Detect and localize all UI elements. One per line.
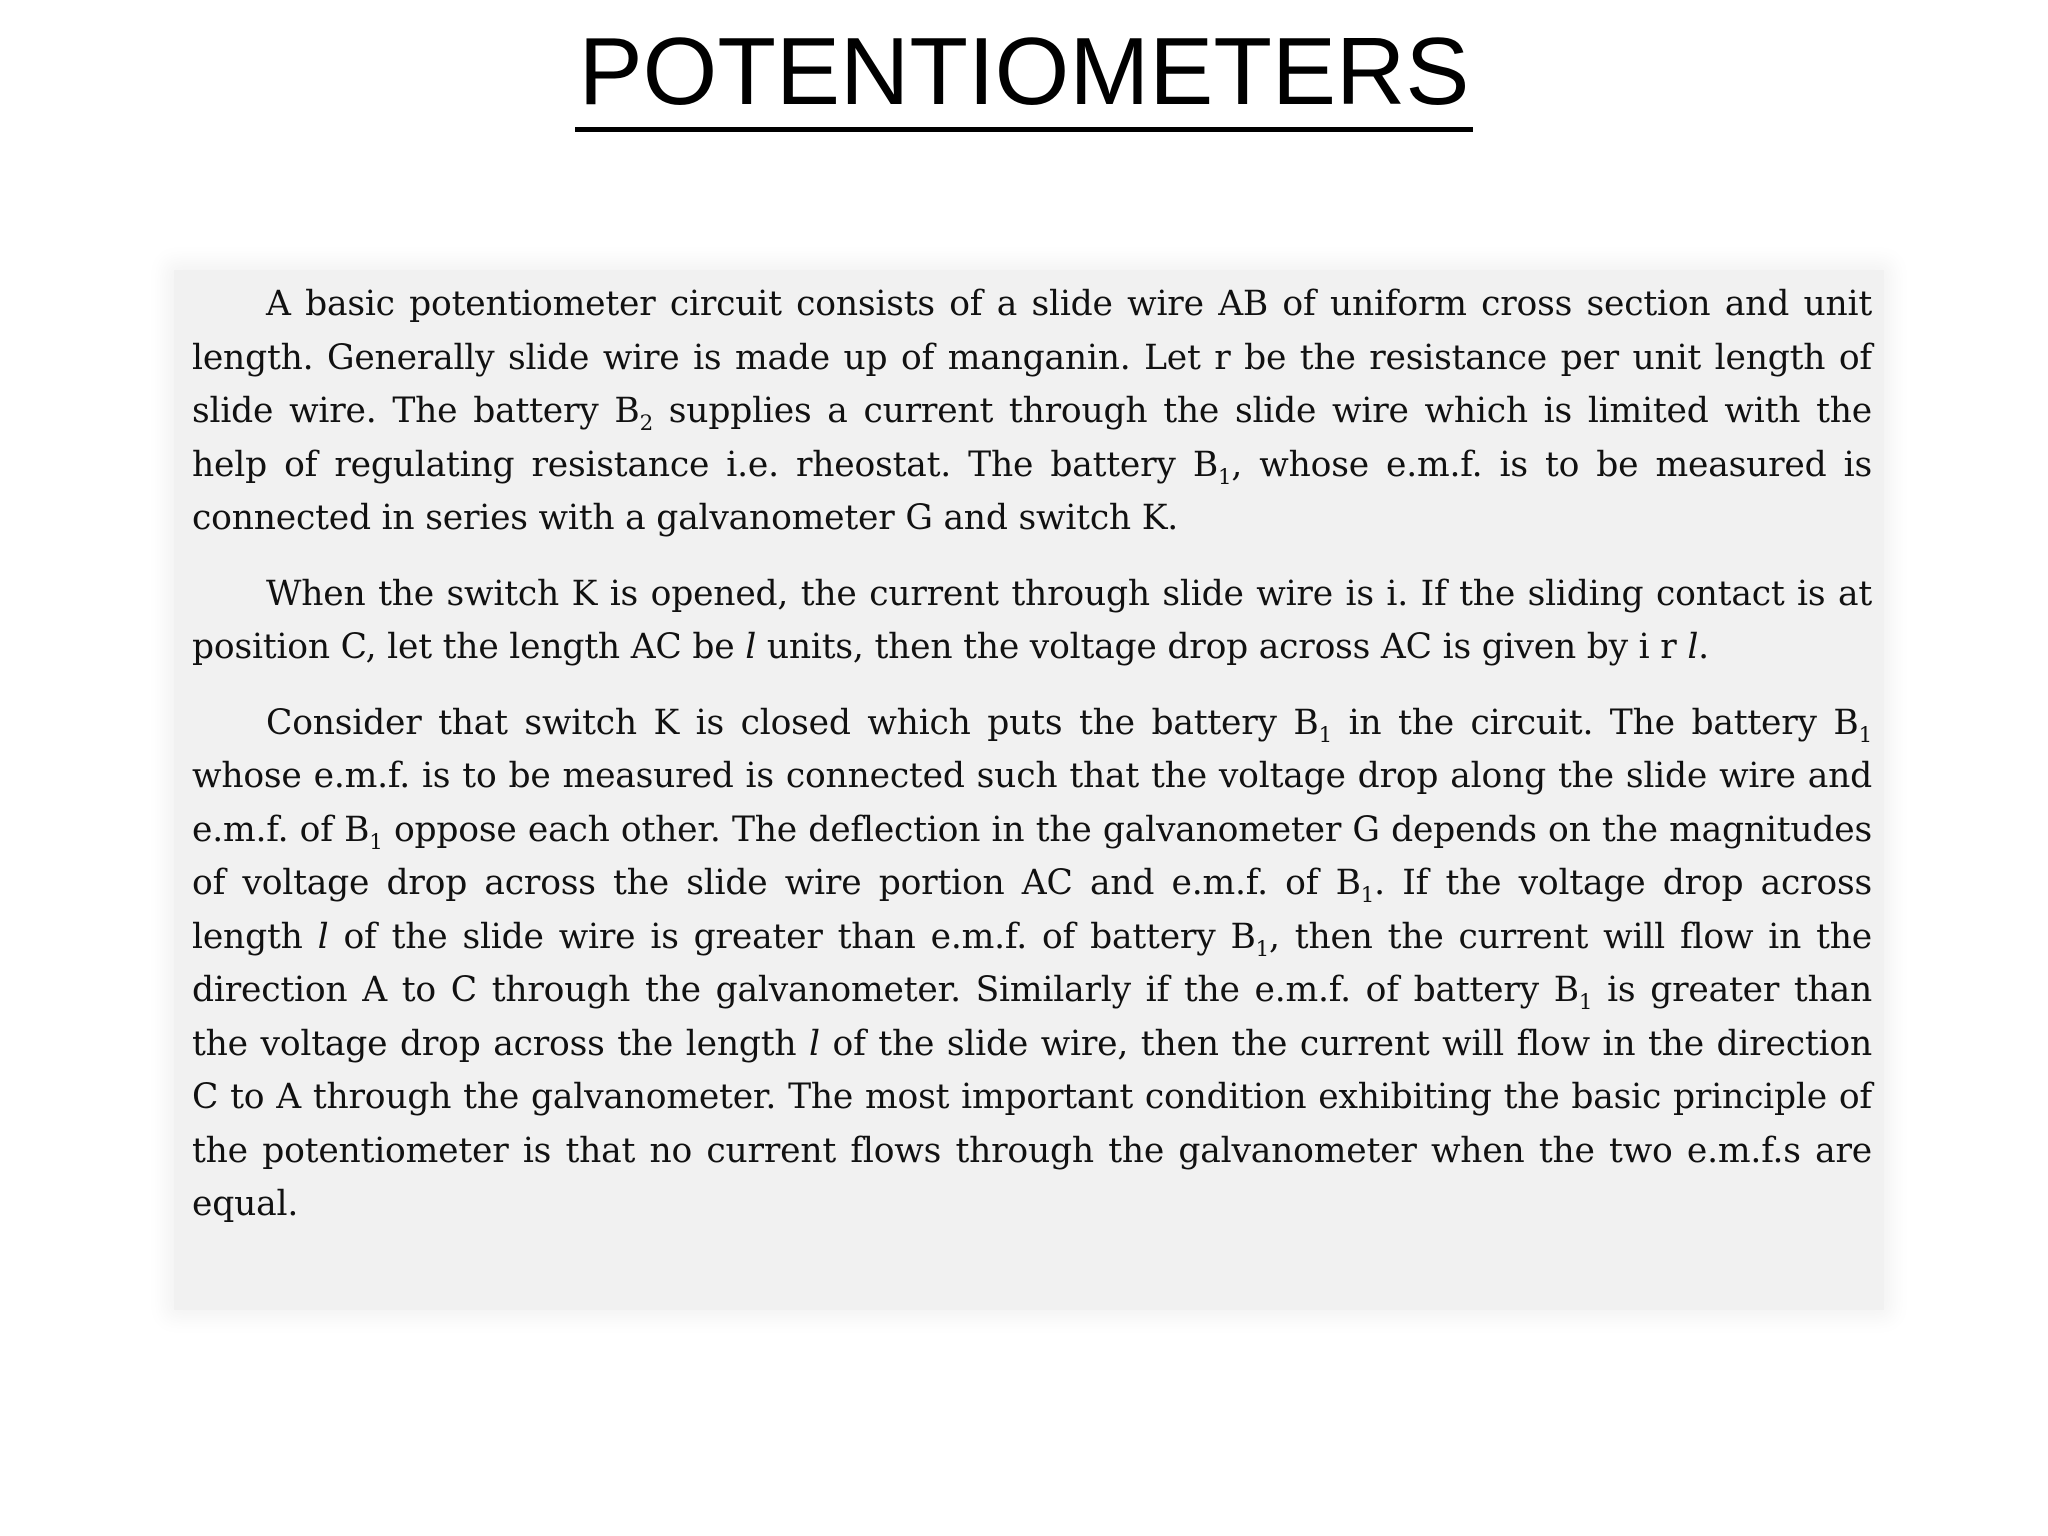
subscript: 2 — [639, 411, 653, 437]
text-run: oppose each other. The deflection in the galvanometer G depends on the magnitudes of voltage drop across the slide wire portion AC and e.m.f. of B — [192, 809, 1872, 903]
paragraph — [192, 568, 1872, 675]
italic-symbol: l — [317, 916, 329, 957]
text-run: of the slide wire, then the current will flow in the direction C to A through the galvanometer. The most important condition exhibiting the basic principle of the potentiometer is that no current flows through the galvanometer when the two e.m.f.s are equal. — [192, 1023, 1872, 1224]
text-run: of the slide wire is greater than e.m.f. of battery B — [328, 916, 1256, 957]
subscript: 1 — [1578, 990, 1593, 1016]
paragraph — [192, 697, 1872, 1232]
body-text — [192, 278, 1872, 1232]
slide-title-text: POTENTIOMETERS — [575, 17, 1474, 132]
text-run: in the circuit. The battery B — [1332, 702, 1859, 743]
text-run: , whose e.m.f. is to be measured is connected in series with a galvanometer G and switch K. — [192, 444, 1872, 538]
text-run: supplies a current through the slide wire which is limited with the help of regulating resistance i.e. rheostat. The battery B — [192, 391, 1872, 485]
paragraph — [192, 278, 1872, 546]
text-run: A basic potentiometer circuit consists of a slide wire AB of uniform cross section and unit length. Generally slide wire is made up of manganin. Let r be the resistance per unit length of slide wire. The battery B — [192, 284, 1872, 431]
text-run: . — [1698, 627, 1709, 667]
text-run: whose e.m.f. is to be measured is connected such that the voltage drop along the slide wire and e.m.f. of B — [192, 756, 1872, 850]
subscript: 1 — [369, 829, 383, 855]
text-run: When the switch K is opened, the current through slide wire is i. If the sliding contact is at position C, let the length AC be — [192, 573, 1872, 667]
subscript: 1 — [1217, 464, 1232, 490]
italic-symbol: l — [745, 627, 757, 667]
slide-title — [0, 14, 2048, 132]
subscript: 1 — [1318, 722, 1332, 748]
subscript: 1 — [1360, 883, 1375, 909]
text-run: units, then the voltage drop across AC is given by i r — [756, 627, 1688, 667]
text-run: . If the voltage drop across length — [192, 863, 1872, 957]
text-run: , then the current will flow in the direction A to C through the galvanometer. Similarly if the e.m.f. of battery B — [192, 916, 1872, 1010]
scanned-text-image — [174, 270, 1884, 1310]
italic-symbol: l — [809, 1023, 820, 1064]
subscript: 1 — [1255, 936, 1270, 962]
text-run: is greater than the voltage drop across the length — [192, 970, 1872, 1064]
text-run: Consider that switch K is closed which puts the battery B — [266, 702, 1319, 743]
subscript: 1 — [1858, 722, 1872, 748]
italic-symbol: l — [1687, 627, 1699, 667]
